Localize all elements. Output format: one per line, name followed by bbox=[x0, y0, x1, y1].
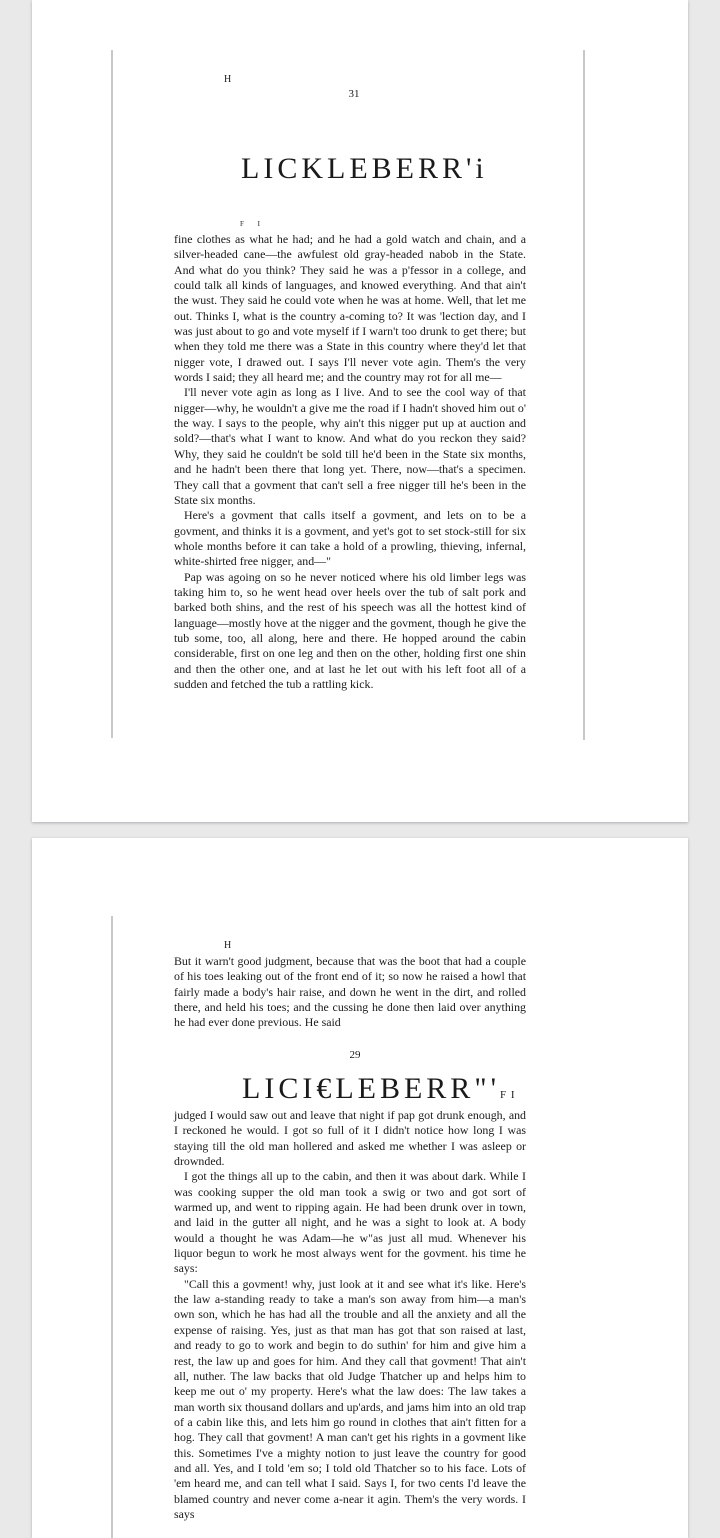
header-marker: H bbox=[224, 940, 232, 951]
document-page-1 bbox=[32, 0, 688, 822]
running-title-suffix: F I bbox=[499, 1089, 516, 1101]
right-margin-line bbox=[583, 50, 585, 740]
header-marker: H bbox=[224, 74, 232, 85]
running-title: LICKLEBERR'i bbox=[241, 152, 488, 185]
paragraph: Here's a govment that calls itself a govment, and lets on to be a govment, and thinks it is a govment, and yet's got to set stock-still for six whole months before it can take a hold of a prowling, thieving, infernal, white-shirted free nigger, and—" bbox=[174, 508, 526, 569]
left-margin-line bbox=[111, 916, 113, 1538]
paragraph: "Call this a govment! why, just look at it and see what it's like. Here's the law a-standing ready to take a man's son away from him—a man's own son, which he has had all the trouble and all the anxiety and all the expense of raising. Yes, just as that man has got that son raised at last, and ready to go to work and begin to do suthin' for him and give him a rest, the law up and goes for him. And they call that govment! That ain't all, nuther. The law backs that old Judge Thatcher up and helps him to keep me out o' my property. Here's what the law does: The law takes a man worth six thousand dollars and up'ards, and jams him into an old trap of a cabin like this, and lets him go round in clothes that ain't fitten for a hog. They call that govment! A man can't get his rights in a govment like this. Sometimes I've a mighty notion to just leave the country for good and all. Yes, and I told 'em so; I told old Thatcher so to his face. Lots of 'em heard me, and can tell what I said. Says I, for two cents I'd leave the blamed country and never come a-near it agin. Them's the very words. I says bbox=[174, 1276, 526, 1521]
page-number: 29 bbox=[349, 1049, 361, 1061]
small-marker: F I bbox=[240, 220, 266, 228]
paragraph: fine clothes as what he had; and he had a gold watch and chain, and a silver-headed cane—the awfulest old gray-headed nabob in the State. And what do you think? They said he was a p'fessor in a college, and could talk all kinds of languages, and knowed everything. And that ain't the wust. They said he could vote when he was at home. Well, that let me out. Thinks I, what is the country a-coming to? It was 'lection day, and I was just about to go and vote myself if I warn't too drunk to get there; but when they told me there was a State in this country where they'd let that nigger vote, I drawed out. I says I'll never vote agin. Them's the very words I said; they all heard me; and the country may rot for all me— bbox=[174, 232, 526, 385]
paragraph: Pap was agoing on so he never noticed where his old limber legs was taking him to, so he went head over heels over the tub of salt pork and barked both shins, and the rest of his speech was all the hottest kind of language—mostly hove at the nigger and the govment, though he give the tub some, too, all along, here and there. He hopped around the cabin considerable, first on one leg and then on the other, holding first one shin and then the other one, and at last he let out with his left foot all of a sudden and fetched the tub a rattling kick. bbox=[174, 569, 527, 691]
paragraph: I got the things all up to the cabin, and then it was about dark. While I was cooking supper the old man took a swig or two and got sort of warmed up, and went to ripping again. He had been drunk over in town, and laid in the gutter all night, and he was a sight to look at. A body would a thought he was Adam—he w"as just all mud. Whenever his liquor begun to work he most always went for the govment. his time he says: bbox=[174, 1169, 526, 1276]
running-title bbox=[242, 1072, 516, 1106]
document-page-2 bbox=[32, 838, 688, 1538]
paragraph: I'll never vote agin as long as I live. And to see the cool way of that nigger—why, he wouldn't a give me the road if I hadn't shoved him out o' the way. I says to the people, why ain't this nigger put up at auction and sold?—that's what I want to know. And what do you reckon they said? Why, they said he couldn't be sold till he'd been in the State six months, and he hadn't been there that long yet. There, now—that's a specimen. They call that a govment that can't sell a free nigger till he's been in the State six months. bbox=[174, 385, 526, 507]
body-text bbox=[174, 232, 526, 692]
left-margin-line bbox=[111, 50, 113, 738]
page-number: 31 bbox=[348, 88, 360, 100]
body-text bbox=[174, 1108, 526, 1522]
running-title-text: LICI€LEBERR"' bbox=[242, 1072, 500, 1105]
paragraph: But it warn't good judgment, because that was the boot that had a couple of his toes leaking out of the front end of it; so now he raised a howl that fairly made a body's hair raise, and down he went in the dirt, and rolled there, and held his toes; and the cussing he done then laid over anything he had ever done previous. He said bbox=[174, 954, 526, 1030]
paragraph: judged I would saw out and leave that night if pap got drunk enough, and I reckoned he would. I got so full of it I didn't notice how long I was staying till the old man hollered and asked me whether I was asleep or drownded. bbox=[174, 1108, 526, 1169]
body-text-top bbox=[174, 954, 526, 1031]
